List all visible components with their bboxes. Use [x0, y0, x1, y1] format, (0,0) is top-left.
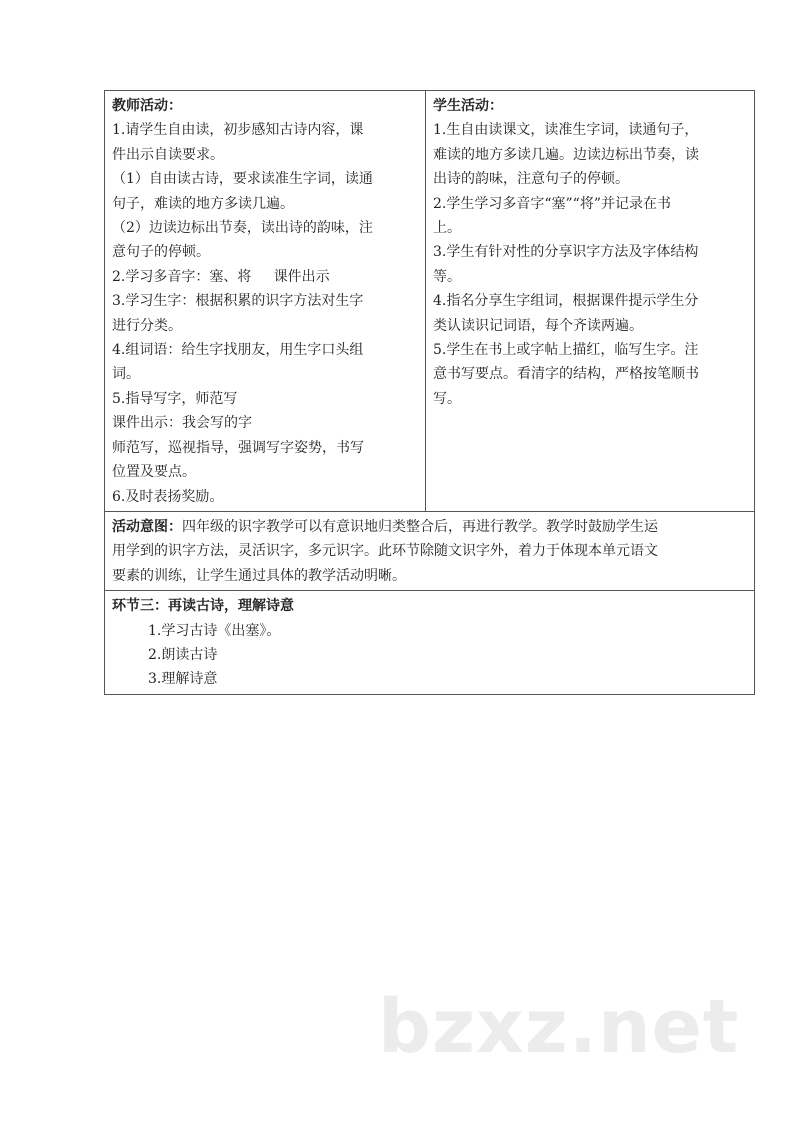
teacher-line: 1.请学生自由读，初步感知古诗内容，课 — [112, 122, 364, 139]
intent-first-line — [112, 515, 748, 539]
activity-intent-heading: 活动意图： — [112, 518, 182, 535]
student-line: 等。 — [433, 268, 461, 285]
activity-intent-row — [105, 512, 754, 591]
activities-row — [105, 91, 754, 512]
section-three-heading: 环节三：再读古诗，理解诗意 — [112, 598, 294, 615]
teacher-line: （1）自由读古诗，要求读准生字词，读通 — [112, 171, 373, 188]
student-line: 写。 — [433, 390, 461, 407]
student-line: 3.学生有针对性的分享识字方法及字体结构 — [433, 244, 699, 261]
teacher-line: 件出示自读要求。 — [112, 146, 224, 163]
student-activity-heading: 学生活动： — [433, 98, 503, 114]
teacher-line: 2.学习多音字：塞、将 课件出示 — [112, 268, 330, 285]
student-line: 1.生自由读课文，读准生字词，读通句子， — [433, 122, 699, 139]
teacher-line: 6.及时表扬奖励。 — [112, 488, 224, 505]
teacher-line: 4.组词语：给生字找朋友，用生字口头组 — [112, 342, 364, 359]
teacher-line: 词。 — [112, 366, 140, 383]
watermark: bzxz.net — [378, 984, 740, 1070]
student-line: 上。 — [433, 220, 461, 237]
teacher-line: 进行分类。 — [112, 317, 182, 334]
lesson-plan-table — [104, 90, 755, 695]
teacher-line: （2）边读边标出节奏，读出诗的韵味，注 — [112, 220, 373, 237]
teacher-line: 意句子的停顿。 — [112, 244, 210, 261]
section-three-row — [105, 591, 754, 694]
intent-line: 四年级的识字教学可以有意识地归类整合后，再进行教学。教学时鼓励学生运 — [182, 518, 658, 535]
student-line: 意书写要点。看清字的结构，严格按笔顺书 — [433, 366, 699, 383]
student-line: 2.学生学习多音字“塞”“将”并记录在书 — [433, 195, 671, 212]
intent-line: 用学到的识字方法，灵活识字，多元识字。此环节除随文识字外，着力于体现本单元语文 — [112, 543, 658, 560]
student-line: 难读的地方多读几遍。边读边标出节奏，读 — [433, 146, 699, 163]
section-three-item: 3.理解诗意 — [148, 671, 218, 688]
teacher-line: 课件出示：我会写的字 — [112, 415, 252, 432]
teacher-line: 师范写，巡视指导，强调写字姿势，书写 — [112, 439, 364, 456]
teacher-line: 句子，难读的地方多读几遍。 — [112, 195, 294, 212]
student-line: 出诗的韵味，注意句子的停顿。 — [433, 171, 629, 188]
section-three-item: 1.学习古诗《出塞》。 — [148, 622, 281, 639]
teacher-line: 位置及要点。 — [112, 464, 196, 481]
intent-line: 要素的训练，让学生通过具体的教学活动明晰。 — [112, 567, 406, 584]
teacher-line: 5.指导写字，师范写 — [112, 390, 238, 407]
student-line: 5.学生在书上或字帖上描红，临写生字。注 — [433, 342, 699, 359]
teacher-line: 3.学习生字：根据积累的识字方法对生字 — [112, 293, 364, 310]
student-activity-cell — [426, 91, 754, 511]
student-line: 4.指名分享生字组词，根据课件提示学生分 — [433, 293, 699, 310]
section-three-item: 2.朗读古诗 — [148, 646, 218, 663]
teacher-activity-heading: 教师活动： — [112, 98, 182, 114]
student-line: 类认读识记词语，每个齐读两遍。 — [433, 317, 643, 334]
teacher-activity-cell — [105, 91, 426, 511]
